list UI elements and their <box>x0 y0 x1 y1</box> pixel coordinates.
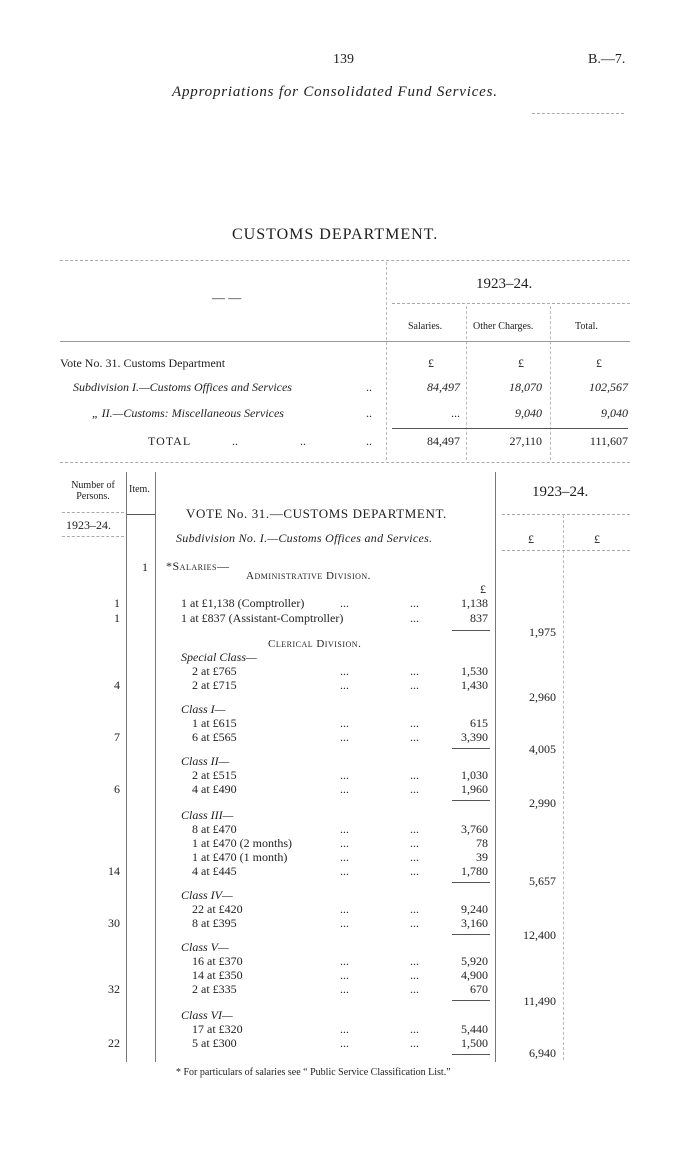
salary-amount: 1,530 <box>461 664 488 678</box>
total-salaries: 84,497 <box>427 434 460 448</box>
salary-row: 17 at £320 <box>192 1022 243 1036</box>
salary-amount: 39 <box>476 850 488 864</box>
summary-col-divider-1 <box>466 306 467 460</box>
salary-amount: 1,500 <box>461 1036 488 1050</box>
dots: .. <box>366 380 372 394</box>
administrative-division-heading: Administrative Division. <box>246 570 371 582</box>
salary-row: 1 at £470 (1 month) <box>192 850 288 864</box>
persons-count: 7 <box>114 730 120 744</box>
dots: .. <box>366 434 372 448</box>
sub2-other: 9,040 <box>515 406 542 420</box>
class-subtotal: 12,400 <box>523 928 556 942</box>
currency-total: £ <box>596 356 602 370</box>
class-subtotal: 2,990 <box>529 796 556 810</box>
salary-row: 1 at £1,138 (Comptroller) <box>181 596 305 610</box>
pound-sign: £ <box>480 582 486 596</box>
amounts-year: 1923–24. <box>532 484 589 500</box>
class-subtotal: 6,940 <box>529 1046 556 1060</box>
amounts-currency-1: £ <box>528 532 534 546</box>
class-heading: Class III— <box>181 808 234 822</box>
salary-amount: 615 <box>470 716 488 730</box>
subtotal-rule <box>452 1054 490 1055</box>
salary-row: 8 at £470 <box>192 822 237 836</box>
summary-bottom-rule <box>60 462 630 463</box>
class-subtotal: 11,490 <box>523 994 556 1008</box>
col-item: Item. <box>129 484 150 495</box>
class-subtotal: 5,657 <box>529 874 556 888</box>
dots: ... <box>340 916 349 930</box>
dots: ... <box>410 954 419 968</box>
currency-salaries: £ <box>428 356 434 370</box>
sub1-other: 18,070 <box>509 380 542 394</box>
salary-amount: 5,440 <box>461 1022 488 1036</box>
salary-amount: 1,030 <box>461 768 488 782</box>
salary-row: 16 at £370 <box>192 954 243 968</box>
salary-amount: 3,760 <box>461 822 488 836</box>
subtotal-rule <box>452 748 490 749</box>
page-number: 139 <box>333 52 354 67</box>
dots: ... <box>410 850 419 864</box>
total-rule <box>392 428 628 429</box>
summary-year-rule <box>392 303 630 304</box>
department-title: CUSTOMS DEPARTMENT. <box>232 226 439 243</box>
dots: ... <box>410 982 419 996</box>
class-heading: Class I— <box>181 702 226 716</box>
salary-amount: 670 <box>470 982 488 996</box>
dots: ... <box>340 968 349 982</box>
sub1-total: 102,567 <box>589 380 628 394</box>
persons-header-rule <box>62 512 124 513</box>
dots: ... <box>340 730 349 744</box>
dots: ... <box>340 596 349 610</box>
subdivision-2-label: „ II.—Customs: Miscellaneous Services <box>92 406 284 420</box>
running-title: Appropriations for Consolidated Fund Services. <box>172 84 498 100</box>
salary-row: 4 at £445 <box>192 864 237 878</box>
vote-title: VOTE No. 31.—CUSTOMS DEPARTMENT. <box>186 506 447 521</box>
salary-amount: 78 <box>476 836 488 850</box>
summary-heading-rule <box>60 341 630 342</box>
vote-line: Vote No. 31. Customs Department <box>60 356 226 370</box>
summary-top-rule <box>60 260 630 261</box>
dots: ... <box>410 768 419 782</box>
dots: ... <box>410 730 419 744</box>
class-heading: Class II— <box>181 754 230 768</box>
amounts-divider <box>495 472 496 1062</box>
col-total-heading: Total. <box>575 321 598 332</box>
amounts-year-rule <box>502 514 630 515</box>
salary-row: 1 at £837 (Assistant-Comptroller) <box>181 611 344 625</box>
dots: ... <box>340 850 349 864</box>
dots: ... <box>410 1036 419 1050</box>
salary-row: 8 at £395 <box>192 916 237 930</box>
salary-row: 2 at £765 <box>192 664 237 678</box>
dots: ... <box>410 864 419 878</box>
dots: ... <box>340 864 349 878</box>
col-salaries-heading: Salaries. <box>408 321 443 332</box>
dots: ... <box>410 782 419 796</box>
salary-row: 4 at £490 <box>192 782 237 796</box>
item-column-divider <box>155 472 156 1062</box>
salary-row: 2 at £715 <box>192 678 237 692</box>
salary-row: 2 at £515 <box>192 768 237 782</box>
salary-amount: 3,390 <box>461 730 488 744</box>
persons-count: 30 <box>108 916 120 930</box>
dots: ... <box>410 664 419 678</box>
persons-count: 32 <box>108 982 120 996</box>
salary-amount: 4,900 <box>461 968 488 982</box>
subtotal-rule <box>452 882 490 883</box>
footnote: * For particulars of salaries see “ Public Service Classification List.” <box>176 1067 451 1078</box>
class-subtotal: 4,005 <box>529 742 556 756</box>
amounts-col-divider <box>563 515 564 1060</box>
summary-col-divider-2 <box>550 306 551 460</box>
dots: ... <box>410 916 419 930</box>
dots: ... <box>340 678 349 692</box>
persons-column-divider <box>126 472 127 1062</box>
dots: ... <box>340 716 349 730</box>
dots: .. <box>366 406 372 420</box>
salary-amount: 837 <box>470 611 488 625</box>
document-reference: B.—7. <box>588 52 626 67</box>
sub2-total: 9,040 <box>601 406 628 420</box>
class-heading: Class VI— <box>181 1008 233 1022</box>
persons-year-rule <box>62 536 124 537</box>
item-header-rule <box>127 514 155 515</box>
salary-amount: 1,138 <box>461 596 488 610</box>
dots: ... <box>410 822 419 836</box>
class-subtotal: 2,960 <box>529 690 556 704</box>
dots: ... <box>340 1036 349 1050</box>
division-subtotal: 1,975 <box>529 625 556 639</box>
dots: ... <box>410 716 419 730</box>
header-rule <box>532 113 624 114</box>
amounts-currency-2: £ <box>594 532 600 546</box>
class-heading: Class V— <box>181 940 229 954</box>
dots: ... <box>340 822 349 836</box>
salary-row: 6 at £565 <box>192 730 237 744</box>
dots: ... <box>340 954 349 968</box>
dots: ... <box>340 836 349 850</box>
persons-count: 6 <box>114 782 120 796</box>
salary-row: 2 at £335 <box>192 982 237 996</box>
subtotal-rule <box>452 934 490 935</box>
total-label: TOTAL <box>148 434 192 448</box>
persons-count: 14 <box>108 864 120 878</box>
dots: ... <box>410 1022 419 1036</box>
item-number: 1 <box>142 560 148 574</box>
dots: ... <box>340 1022 349 1036</box>
col-number-of-persons: Number of Persons. <box>71 480 115 502</box>
subtotal-rule <box>452 630 490 631</box>
subtotal-rule <box>452 1000 490 1001</box>
dots: ... <box>410 902 419 916</box>
class-heading: Class IV— <box>181 888 233 902</box>
class-heading: Special Class— <box>181 650 257 664</box>
total-total: 111,607 <box>589 434 628 448</box>
salary-amount: 3,160 <box>461 916 488 930</box>
currency-other: £ <box>518 356 524 370</box>
dots: ... <box>410 596 419 610</box>
salaries-heading: *Salaries— <box>166 559 230 573</box>
salary-row: 5 at £300 <box>192 1036 237 1050</box>
salary-row: 22 at £420 <box>192 902 243 916</box>
salary-row: 14 at £350 <box>192 968 243 982</box>
sub2-salaries: ... <box>451 406 460 420</box>
amounts-currency-rule <box>502 550 630 551</box>
summary-stub-dash: — — <box>212 290 242 305</box>
salary-amount: 1,960 <box>461 782 488 796</box>
salary-amount: 5,920 <box>461 954 488 968</box>
persons-count: 1 <box>114 611 120 625</box>
dots: ... <box>340 782 349 796</box>
persons-year: 1923–24. <box>66 518 111 532</box>
dots: ... <box>410 611 419 625</box>
dots: ... <box>340 982 349 996</box>
sub1-salaries: 84,497 <box>427 380 460 394</box>
total-other: 27,110 <box>509 434 542 448</box>
salary-row: 1 at £615 <box>192 716 237 730</box>
persons-count: 22 <box>108 1036 120 1050</box>
persons-count: 4 <box>114 678 120 692</box>
summary-divider <box>386 262 387 460</box>
salary-amount: 9,240 <box>461 902 488 916</box>
dots: .. <box>300 434 306 448</box>
salary-row: 1 at £470 (2 months) <box>192 836 292 850</box>
clerical-division-heading: Clerical Division. <box>268 638 362 650</box>
dots: .. <box>232 434 238 448</box>
subdivision-1-label: Subdivision I.—Customs Offices and Services <box>73 380 292 394</box>
salary-amount: 1,780 <box>461 864 488 878</box>
summary-year: 1923–24. <box>476 276 533 292</box>
col-other-charges-heading: Other Charges. <box>473 321 534 332</box>
subtotal-rule <box>452 800 490 801</box>
dots: ... <box>410 836 419 850</box>
dots: ... <box>340 664 349 678</box>
persons-count: 1 <box>114 596 120 610</box>
dots: ... <box>340 768 349 782</box>
dots: ... <box>410 968 419 982</box>
salary-amount: 1,430 <box>461 678 488 692</box>
dots: ... <box>340 902 349 916</box>
subdivision-title: Subdivision No. I.—Customs Offices and Services. <box>176 531 433 545</box>
dots: ... <box>410 678 419 692</box>
